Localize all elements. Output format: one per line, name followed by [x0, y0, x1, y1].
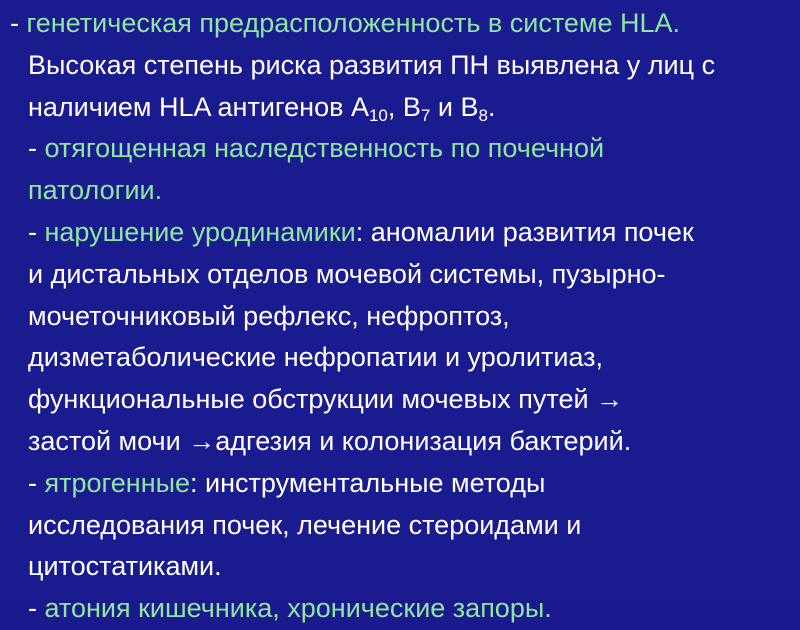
urodynamics-line-2: и дистальных отделов мочевой системы, пузырно- — [28, 258, 666, 289]
urodynamics-line-6: застой мочи →адгезия и колонизация бактерий. — [28, 425, 632, 456]
urodynamics-line-5: функциональные обструкции мочевых путей → — [28, 384, 624, 415]
urodynamics-line-3: мочеточниковый рефлекс, нефроптоз, — [28, 300, 510, 331]
atony-item — [10, 588, 792, 630]
hla-line-2: Высокая степень риска развития ПН выявлена у лиц с — [28, 49, 716, 80]
iatrogenic-title: ятрогенные — [44, 467, 191, 498]
hla-line-3-text: наличием HLA антигенов А — [28, 91, 369, 122]
heredity-line-2: патологии. — [28, 175, 163, 206]
subscript-10: 10 — [368, 105, 388, 125]
hla-title: генетическая предрасположенность в системе HLA. — [26, 8, 680, 38]
separator: и В — [430, 91, 479, 122]
period: . — [487, 91, 496, 122]
subscript-7: 7 — [420, 105, 431, 125]
slide-text — [10, 3, 792, 630]
dash: - — [28, 467, 45, 498]
dash: - — [28, 133, 45, 164]
dash: - — [28, 593, 45, 624]
urodynamics-text: : аномалии развития почек — [355, 216, 694, 247]
dash: - — [28, 216, 45, 247]
heredity-item — [10, 128, 792, 170]
hla-line-3 — [10, 87, 792, 129]
subscript-8: 8 — [478, 105, 488, 125]
urodynamics-title: нарушение уродинамики — [44, 216, 356, 247]
separator: , В — [387, 91, 421, 122]
iatrogenic-line-3: цитостатиками. — [28, 551, 222, 582]
atony-title: атония кишечника, хронические запоры. — [44, 593, 552, 624]
dash: - — [10, 8, 27, 38]
urodynamics-item — [10, 212, 792, 254]
iatrogenic-line-2: исследования почек, лечение стероидами и — [28, 509, 582, 540]
iatrogenic-item — [10, 463, 792, 505]
hla-item — [10, 3, 792, 45]
iatrogenic-text: : инструментальные методы — [190, 467, 546, 498]
urodynamics-line-4: дизметаболические нефропатии и уролитиаз, — [28, 342, 604, 373]
heredity-title: отягощенная наследственность по почечной — [44, 133, 605, 164]
